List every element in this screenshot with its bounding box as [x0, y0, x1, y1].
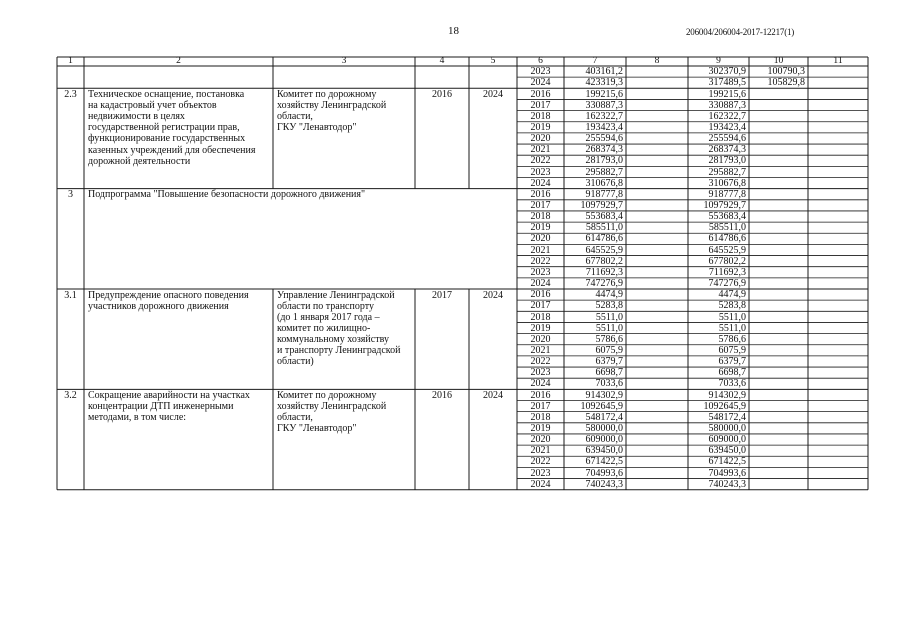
item-name-line: методами, в том числе: — [88, 412, 187, 424]
executor-line: области, — [277, 111, 313, 123]
column-header: 8 — [654, 55, 660, 66]
total-cell: 580000,0 — [585, 423, 623, 434]
item-name-line: Предупреждение опасного поведения — [88, 289, 249, 301]
regional-budget-cell: 639450,0 — [708, 445, 746, 457]
total-cell: 5511,0 — [595, 322, 623, 334]
item-name-line: участников дорожного движения — [88, 300, 229, 312]
year-cell: 2022 — [530, 255, 551, 267]
regional-budget-cell: 295882,7 — [708, 166, 746, 178]
year-cell: 2024 — [530, 278, 551, 290]
regional-budget-cell: 740243,3 — [708, 478, 746, 490]
total-cell: 4474,9 — [595, 289, 623, 301]
regional-budget-cell: 747276,9 — [708, 278, 746, 290]
total-cell: 639450,0 — [585, 445, 623, 457]
executor-line: ГКУ "Ленавтодор" — [277, 122, 357, 134]
total-cell: 423319,3 — [585, 77, 623, 89]
regional-budget-cell: 162322,7 — [708, 110, 746, 122]
item-name-line: государственной регистрации прав, — [88, 122, 240, 134]
end-year: 2024 — [483, 389, 503, 401]
year-cell: 2018 — [530, 110, 551, 122]
year-cell: 2018 — [530, 311, 551, 323]
year-cell: 2018 — [530, 211, 551, 223]
total-cell: 747276,9 — [585, 278, 623, 290]
total-cell: 295882,7 — [585, 166, 623, 178]
total-cell: 403161,2 — [585, 66, 623, 78]
year-cell: 2024 — [530, 478, 551, 490]
total-cell: 255594,6 — [585, 133, 623, 145]
start-year: 2016 — [432, 88, 452, 100]
executor-line: хозяйству Ленинградской — [277, 401, 387, 412]
total-cell: 330887,3 — [585, 99, 623, 111]
total-cell: 162322,7 — [585, 110, 623, 122]
executor-line: области, — [277, 412, 313, 424]
regional-budget-cell: 677802,2 — [708, 255, 746, 267]
total-cell: 553683,4 — [585, 211, 623, 223]
year-cell: 2019 — [530, 423, 551, 434]
total-cell: 193423,4 — [585, 121, 623, 133]
total-cell: 5786,6 — [595, 333, 623, 345]
total-cell: 677802,2 — [585, 255, 623, 267]
regional-budget-cell: 553683,4 — [708, 211, 746, 223]
year-cell: 2024 — [530, 378, 551, 390]
executor-line: ГКУ "Ленавтодор" — [277, 423, 357, 435]
regional-budget-cell: 7033,6 — [718, 378, 746, 390]
total-cell: 281793,0 — [585, 155, 623, 167]
regional-budget-cell: 711692,3 — [708, 266, 746, 278]
regional-budget-cell: 5786,6 — [718, 333, 746, 345]
executor-line: коммунальному хозяйству — [277, 334, 389, 346]
year-cell: 2022 — [530, 356, 551, 368]
total-cell: 7033,6 — [595, 378, 623, 390]
column-header: 7 — [592, 55, 598, 66]
executor-line: комитет по жилищно- — [277, 322, 371, 334]
column-header: 1 — [68, 55, 73, 66]
total-cell: 918777,8 — [585, 188, 623, 200]
executor-line: и транспорту Ленинградской — [277, 345, 401, 357]
year-cell: 2020 — [530, 133, 551, 145]
year-cell: 2017 — [530, 300, 551, 312]
year-cell: 2016 — [530, 88, 551, 100]
regional-budget-cell: 281793,0 — [708, 155, 746, 167]
regional-budget-cell: 5283,8 — [718, 300, 746, 312]
year-cell: 2024 — [530, 177, 551, 189]
year-cell: 2022 — [530, 456, 551, 468]
regional-budget-cell: 317489,5 — [708, 77, 746, 89]
year-cell: 2017 — [530, 400, 551, 412]
regional-budget-cell: 614786,6 — [708, 233, 746, 245]
executor-line: Комитет по дорожному — [277, 88, 377, 100]
total-cell: 740243,3 — [585, 478, 623, 490]
year-cell: 2021 — [530, 344, 551, 356]
regional-budget-cell: 1097929,7 — [703, 200, 746, 211]
total-cell: 609000,0 — [585, 434, 623, 446]
total-cell: 6075,9 — [595, 344, 623, 356]
year-cell: 2023 — [530, 467, 551, 479]
total-cell: 585511,0 — [585, 222, 623, 234]
total-cell: 671422,5 — [585, 456, 623, 468]
column-header: 5 — [490, 55, 496, 66]
federal-budget-cell: 100790,3 — [767, 66, 805, 78]
regional-budget-cell: 645525,9 — [708, 244, 746, 256]
regional-budget-cell: 914302,9 — [708, 389, 746, 401]
item-name-line: недвижимости в целях — [88, 111, 185, 123]
start-year: 2016 — [432, 389, 452, 401]
regional-budget-cell: 310676,8 — [708, 177, 746, 189]
year-cell: 2021 — [530, 144, 551, 156]
column-header: 3 — [341, 55, 347, 66]
year-cell: 2020 — [530, 333, 551, 345]
executor-line: Управление Ленинградской — [277, 289, 395, 301]
executor-line: области по транспорту — [277, 300, 374, 312]
regional-budget-cell: 5511,0 — [718, 311, 746, 323]
column-header: 9 — [716, 55, 721, 66]
total-cell: 5283,8 — [595, 300, 623, 312]
executor-line: хозяйству Ленинградской — [277, 99, 387, 111]
item-name-line: функционирование государственных — [88, 133, 246, 145]
regional-budget-cell: 671422,5 — [708, 456, 746, 468]
year-cell: 2020 — [530, 434, 551, 446]
total-cell: 645525,9 — [585, 244, 623, 256]
total-cell: 614786,6 — [585, 233, 623, 245]
total-cell: 310676,8 — [585, 177, 623, 189]
start-year: 2017 — [432, 289, 452, 301]
item-number: 2.3 — [64, 88, 77, 100]
total-cell: 704993,6 — [585, 467, 623, 479]
regional-budget-cell: 548172,4 — [708, 411, 746, 423]
total-cell: 6698,7 — [595, 367, 623, 379]
total-cell: 6379,7 — [595, 356, 623, 368]
regional-budget-cell: 1092645,9 — [703, 400, 746, 412]
regional-budget-cell: 5511,0 — [718, 322, 746, 334]
total-cell: 5511,0 — [595, 311, 623, 323]
page-number: 18 — [448, 25, 459, 37]
year-cell: 2016 — [530, 289, 551, 301]
year-cell: 2018 — [530, 411, 551, 423]
column-header: 11 — [833, 55, 843, 66]
year-cell: 2022 — [530, 155, 551, 167]
year-cell: 2019 — [530, 322, 551, 334]
column-header: 6 — [538, 55, 543, 66]
regional-budget-cell: 6698,7 — [718, 367, 746, 379]
column-header: 2 — [176, 55, 181, 66]
regional-budget-cell: 585511,0 — [708, 222, 746, 234]
regional-budget-cell: 302370,9 — [708, 66, 746, 78]
year-cell: 2021 — [530, 244, 551, 256]
item-name-line: Подпрограмма "Повышение безопасности дорожного движения" — [88, 189, 366, 201]
executor-line: Комитет по дорожному — [277, 389, 377, 401]
year-cell: 2019 — [530, 222, 551, 234]
regional-budget-cell: 6379,7 — [718, 356, 746, 368]
regional-budget-cell: 704993,6 — [708, 467, 746, 479]
regional-budget-cell: 4474,9 — [718, 289, 746, 301]
item-name-line: Техническое оснащение, постановка — [88, 88, 245, 100]
regional-budget-cell: 268374,3 — [708, 144, 746, 156]
regional-budget-cell: 199215,6 — [708, 88, 746, 100]
regional-budget-cell: 580000,0 — [708, 423, 746, 434]
year-cell: 2016 — [530, 389, 551, 401]
total-cell: 1097929,7 — [580, 200, 623, 211]
total-cell: 914302,9 — [585, 389, 623, 401]
document-id: 206004/206004-2017-12217(1) — [686, 27, 795, 37]
executor-line: (до 1 января 2017 года – — [277, 311, 380, 323]
year-cell: 2023 — [530, 66, 551, 78]
regional-budget-cell: 193423,4 — [708, 121, 746, 133]
year-cell: 2017 — [530, 99, 551, 111]
year-cell: 2020 — [530, 233, 551, 245]
end-year: 2024 — [483, 88, 503, 100]
year-cell: 2017 — [530, 200, 551, 211]
regional-budget-cell: 255594,6 — [708, 133, 746, 145]
column-header: 4 — [439, 55, 445, 66]
year-cell: 2021 — [530, 445, 551, 457]
regional-budget-cell: 609000,0 — [708, 434, 746, 446]
item-number: 3.2 — [64, 389, 77, 401]
item-name-line: казенных учреждений для обеспечения — [88, 144, 256, 156]
executor-line: области) — [277, 356, 314, 368]
total-cell: 268374,3 — [585, 144, 623, 156]
regional-budget-cell: 918777,8 — [708, 188, 746, 200]
year-cell: 2023 — [530, 266, 551, 278]
item-name-line: Сокращение аварийности на участках — [88, 389, 250, 401]
regional-budget-cell: 6075,9 — [718, 344, 746, 356]
federal-budget-cell: 105829,8 — [767, 77, 805, 89]
year-cell: 2016 — [530, 188, 551, 200]
end-year: 2024 — [483, 289, 503, 301]
total-cell: 199215,6 — [585, 88, 623, 100]
total-cell: 548172,4 — [585, 411, 623, 423]
item-name-line: концентрации ДТП инженерными — [88, 401, 234, 412]
year-cell: 2024 — [530, 77, 551, 89]
total-cell: 711692,3 — [585, 266, 623, 278]
item-number: 3 — [68, 189, 73, 201]
total-cell: 1092645,9 — [580, 400, 623, 412]
year-cell: 2023 — [530, 367, 551, 379]
regional-budget-cell: 330887,3 — [708, 99, 746, 111]
item-name-line: на кадастровый учет объектов — [88, 99, 217, 111]
year-cell: 2019 — [530, 121, 551, 133]
item-number: 3.1 — [64, 289, 77, 301]
year-cell: 2023 — [530, 166, 551, 178]
column-header: 10 — [773, 55, 784, 66]
item-name-line: дорожной деятельности — [88, 155, 191, 167]
